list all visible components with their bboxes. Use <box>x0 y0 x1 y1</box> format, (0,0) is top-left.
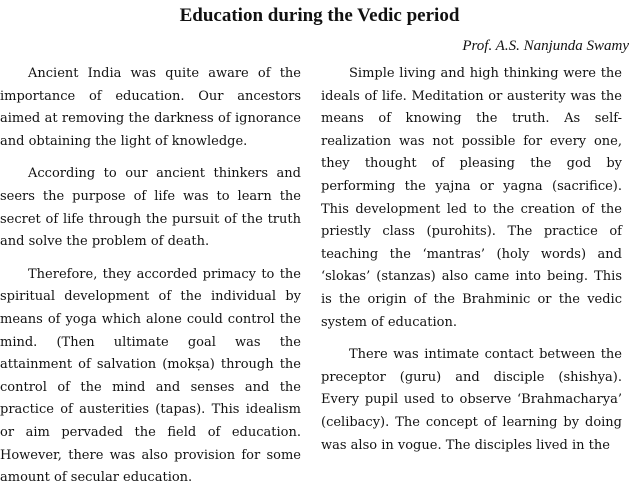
paragraph: Simple living and high thinking were the ideals of life. Meditation or austerity was the means of knowing the truth. As self-realization was not possible for every one, they thought of pleasing the god by performing the yajna or yagna (sacrifice). This development led to the creation of the priestly class (purohits). The practice of teaching the ‘mantras’ (holy words) and ‘slokas’ (stanzas) also came into being. This is the origin of the Brahminic or the vedic system of education. <box>321 66 622 330</box>
article-title: Education during the Vedic period <box>179 5 460 26</box>
right-column <box>321 63 622 467</box>
left-column <box>0 63 301 500</box>
paragraph: According to our ancient thinkers and seers the purpose of life was to learn the secret of life through the pursuit of the truth and solve the problem of death. <box>0 166 301 250</box>
author-byline: Prof. A.S. Nanjunda Swamy <box>462 38 629 54</box>
paragraph: Therefore, they accorded primacy to the spiritual development of the individual by means of yoga which alone could control the mind. (Then ultimate goal was the attainment of salvation (mokṣa) through the control of the mind and senses and the practice of austerities (tapas). This idealism or aim pervaded the field of education. However, there was also provision for some amount of secular education. <box>0 266 301 486</box>
paragraph: Ancient India was quite aware of the importance of education. Our ancestors aimed at removing the darkness of ignorance and obtaining the light of knowledge. <box>0 66 301 149</box>
paragraph: There was intimate contact between the preceptor (guru) and disciple (shishya). Every pupil used to observe ‘Brahmacharya’ (celibacy). The concept of learning by doing was also in vogue. The disciples lived in the <box>321 347 622 453</box>
